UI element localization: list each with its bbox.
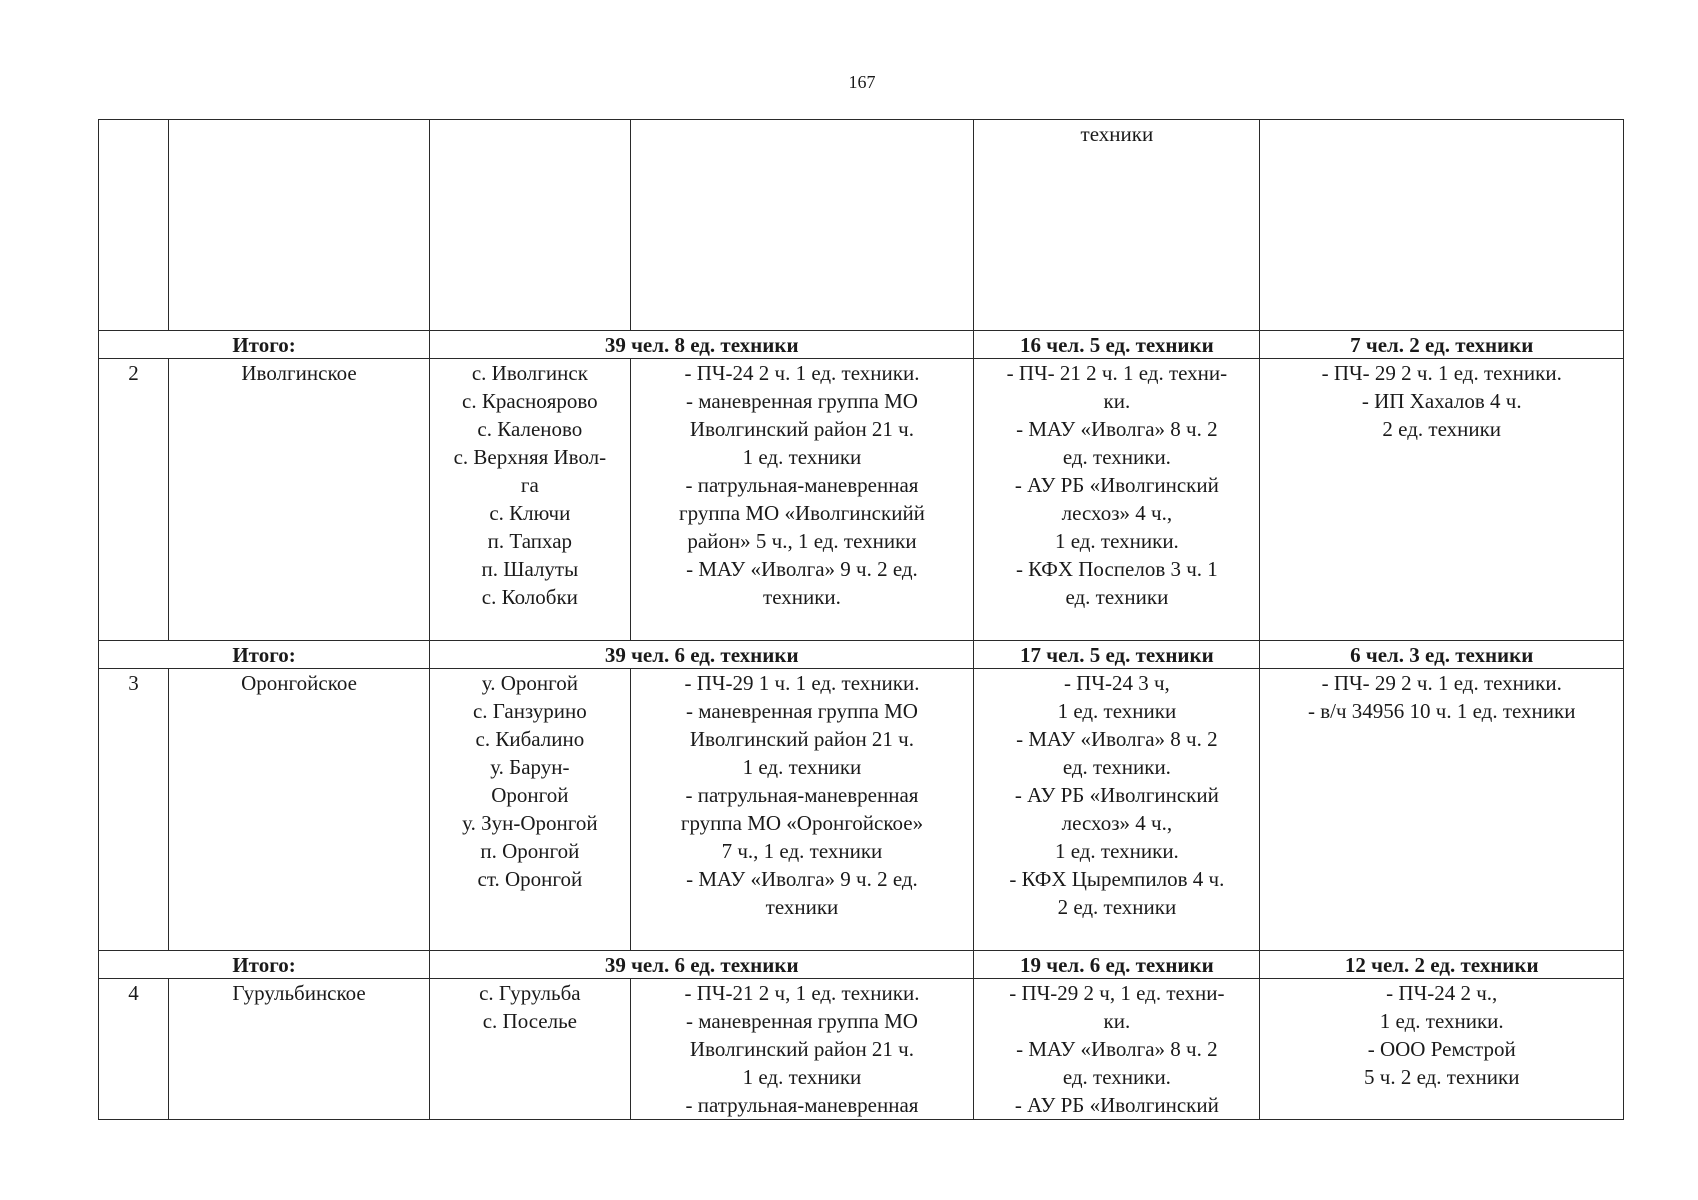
cell-line: 1 ед. техники [742,755,862,779]
settlements-cell [430,120,631,331]
cell-line: Оронгой [491,783,569,807]
cell-line: - ПЧ-24 2 ч., [1386,981,1498,1005]
cell-line: район» 5 ч., 1 ед. техники [687,529,917,553]
reserve-forces-cell [1260,359,1624,641]
cell-line: ед. техники [1065,585,1169,609]
total-row [99,641,1624,669]
primary-forces-cell [630,979,974,1120]
total-secondary: 19 чел. 6 ед. техники [974,951,1260,979]
cell-line: с. Колобки [481,585,578,609]
number-cell: 4 [99,979,169,1120]
cell-line: с. Ключи [489,501,571,525]
cell-line: 1 ед. техники. [1054,529,1179,553]
cell-line: 7 ч., 1 ед. техники [721,839,883,863]
cell-line: ед. техники. [1062,755,1171,779]
cell-line: - маневренная группа МО [685,699,918,723]
cell-line: - МАУ «Иволга» 8 ч. 2 [1016,1037,1218,1061]
total-label: Итого: [99,951,430,979]
secondary-forces-cell [974,669,1260,951]
cell-line: - МАУ «Иволга» 8 ч. 2 [1016,417,1218,441]
cell-line: техники [765,895,839,919]
cell-line: - ПЧ-24 3 ч, [1063,671,1170,695]
secondary-forces-cell [974,979,1260,1120]
reserve-forces-cell [1260,669,1624,951]
cell-line: группа МО «Оронгойское» [680,811,924,835]
cell-line: техники [1080,122,1154,146]
cell-line: ед. техники. [1062,1065,1171,1089]
cell-line: - патрульная-маневренная [685,473,919,497]
table-row [99,120,1624,331]
district-cell: Оронгойское [168,669,429,951]
cell-line: 2 ед. техники [1057,895,1177,919]
cell-line: га [520,473,539,497]
cell-line: лесхоз» 4 ч., [1061,501,1173,525]
cell-line: - МАУ «Иволга» 8 ч. 2 [1016,727,1218,751]
cell-line: с. Ганзурино [472,699,587,723]
primary-forces-cell [630,669,974,951]
cell-line: - АУ РБ «Иволгинский [1014,783,1219,807]
cell-line: 2 ед. техники [1382,417,1502,441]
cell-line: лесхоз» 4 ч., [1061,811,1173,835]
cell-line: - патрульная-маневренная [685,783,919,807]
cell-line: 1 ед. техники [742,1065,862,1089]
cell-line: - маневренная группа МО [685,1009,918,1033]
primary-forces-cell [630,359,974,641]
district-cell [168,120,429,331]
primary-forces-cell [630,120,974,331]
cell-line: 1 ед. техники. [1379,1009,1504,1033]
total-primary: 39 чел. 6 ед. техники [430,951,974,979]
cell-line: ст. Оронгой [477,867,583,891]
cell-line: с. Кибалино [475,727,585,751]
settlements-cell [430,359,631,641]
cell-line: - КФХ Поспелов 3 ч. 1 [1015,557,1218,581]
cell-line: - маневренная группа МО [685,389,918,413]
total-secondary: 16 чел. 5 ед. техники [974,331,1260,359]
total-row [99,951,1624,979]
cell-line: - ПЧ-24 2 ч. 1 ед. техники. [684,361,920,385]
settlements-cell [430,979,631,1120]
cell-line: - ПЧ-29 1 ч. 1 ед. техники. [684,671,920,695]
cell-line: группа МО «Иволгинскийй [678,501,925,525]
cell-line: 1 ед. техники. [1054,839,1179,863]
total-reserve: 7 чел. 2 ед. техники [1260,331,1624,359]
cell-line: п. Шалуты [481,557,579,581]
cell-line: Иволгинский район 21 ч. [689,1037,914,1061]
total-label: Итого: [99,331,430,359]
allocation-table [98,119,1624,1120]
reserve-forces-cell [1260,120,1624,331]
cell-line: ки. [1103,1009,1131,1033]
cell-line: - в/ч 34956 10 ч. 1 ед. техники [1307,699,1576,723]
number-cell [99,120,169,331]
cell-line: Иволгинский район 21 ч. [689,417,914,441]
table-row [99,359,1624,641]
cell-line: 1 ед. техники [1057,699,1177,723]
cell-line: у. Оронгой [481,671,578,695]
cell-line: п. Оронгой [480,839,580,863]
cell-line: с. Верхняя Ивол- [453,445,607,469]
total-primary: 39 чел. 8 ед. техники [430,331,974,359]
reserve-forces-cell [1260,979,1624,1120]
cell-line: п. Тапхар [487,529,573,553]
total-row [99,331,1624,359]
cell-line: - ИП Хахалов 4 ч. [1361,389,1522,413]
cell-line: с. Иволгинск [471,361,588,385]
cell-line: - МАУ «Иволга» 9 ч. 2 ед. [686,557,918,581]
total-reserve: 6 чел. 3 ед. техники [1260,641,1624,669]
table-row [99,669,1624,951]
cell-line: с. Краснoярово [462,389,598,413]
cell-line: - АУ РБ «Иволгинский [1014,1093,1219,1117]
secondary-forces-cell [974,359,1260,641]
cell-line: ед. техники. [1062,445,1171,469]
cell-line: - патрульная-маневренная [685,1093,919,1117]
cell-line: - ПЧ- 29 2 ч. 1 ед. техники. [1321,671,1562,695]
cell-line: - КФХ Цыремпилов 4 ч. [1009,867,1225,891]
cell-line: - ООО Ремстрой [1367,1037,1516,1061]
cell-line: 5 ч. 2 ед. техники [1364,1065,1520,1089]
number-cell: 3 [99,669,169,951]
total-reserve: 12 чел. 2 ед. техники [1260,951,1624,979]
secondary-forces-cell [974,120,1260,331]
settlements-cell [430,669,631,951]
total-label: Итого: [99,641,430,669]
total-primary: 39 чел. 6 ед. техники [430,641,974,669]
cell-line: техники. [763,585,841,609]
cell-line: 1 ед. техники [742,445,862,469]
cell-line: с. Гурульба [479,981,581,1005]
cell-line: - МАУ «Иволга» 9 ч. 2 ед. [686,867,918,891]
cell-line: с. Поселье [482,1009,578,1033]
cell-line: - ПЧ- 29 2 ч. 1 ед. техники. [1321,361,1562,385]
table-row [99,979,1624,1120]
page-number: 167 [848,72,876,92]
cell-line: с. Каленово [477,417,583,441]
number-cell: 2 [99,359,169,641]
cell-line: - ПЧ-29 2 ч, 1 ед. техни- [1009,981,1225,1005]
cell-line: Иволгинский район 21 ч. [689,727,914,751]
cell-line: - ПЧ- 21 2 ч. 1 ед. техни- [1006,361,1228,385]
cell-line: у. Барун- [490,755,570,779]
cell-line: у. Зун-Оронгой [462,811,598,835]
district-cell: Гурульбинское [168,979,429,1120]
cell-line: ки. [1103,389,1131,413]
cell-line: - АУ РБ «Иволгинский [1014,473,1219,497]
district-cell: Иволгинское [168,359,429,641]
cell-line: - ПЧ-21 2 ч, 1 ед. техники. [684,981,920,1005]
total-secondary: 17 чел. 5 ед. техники [974,641,1260,669]
